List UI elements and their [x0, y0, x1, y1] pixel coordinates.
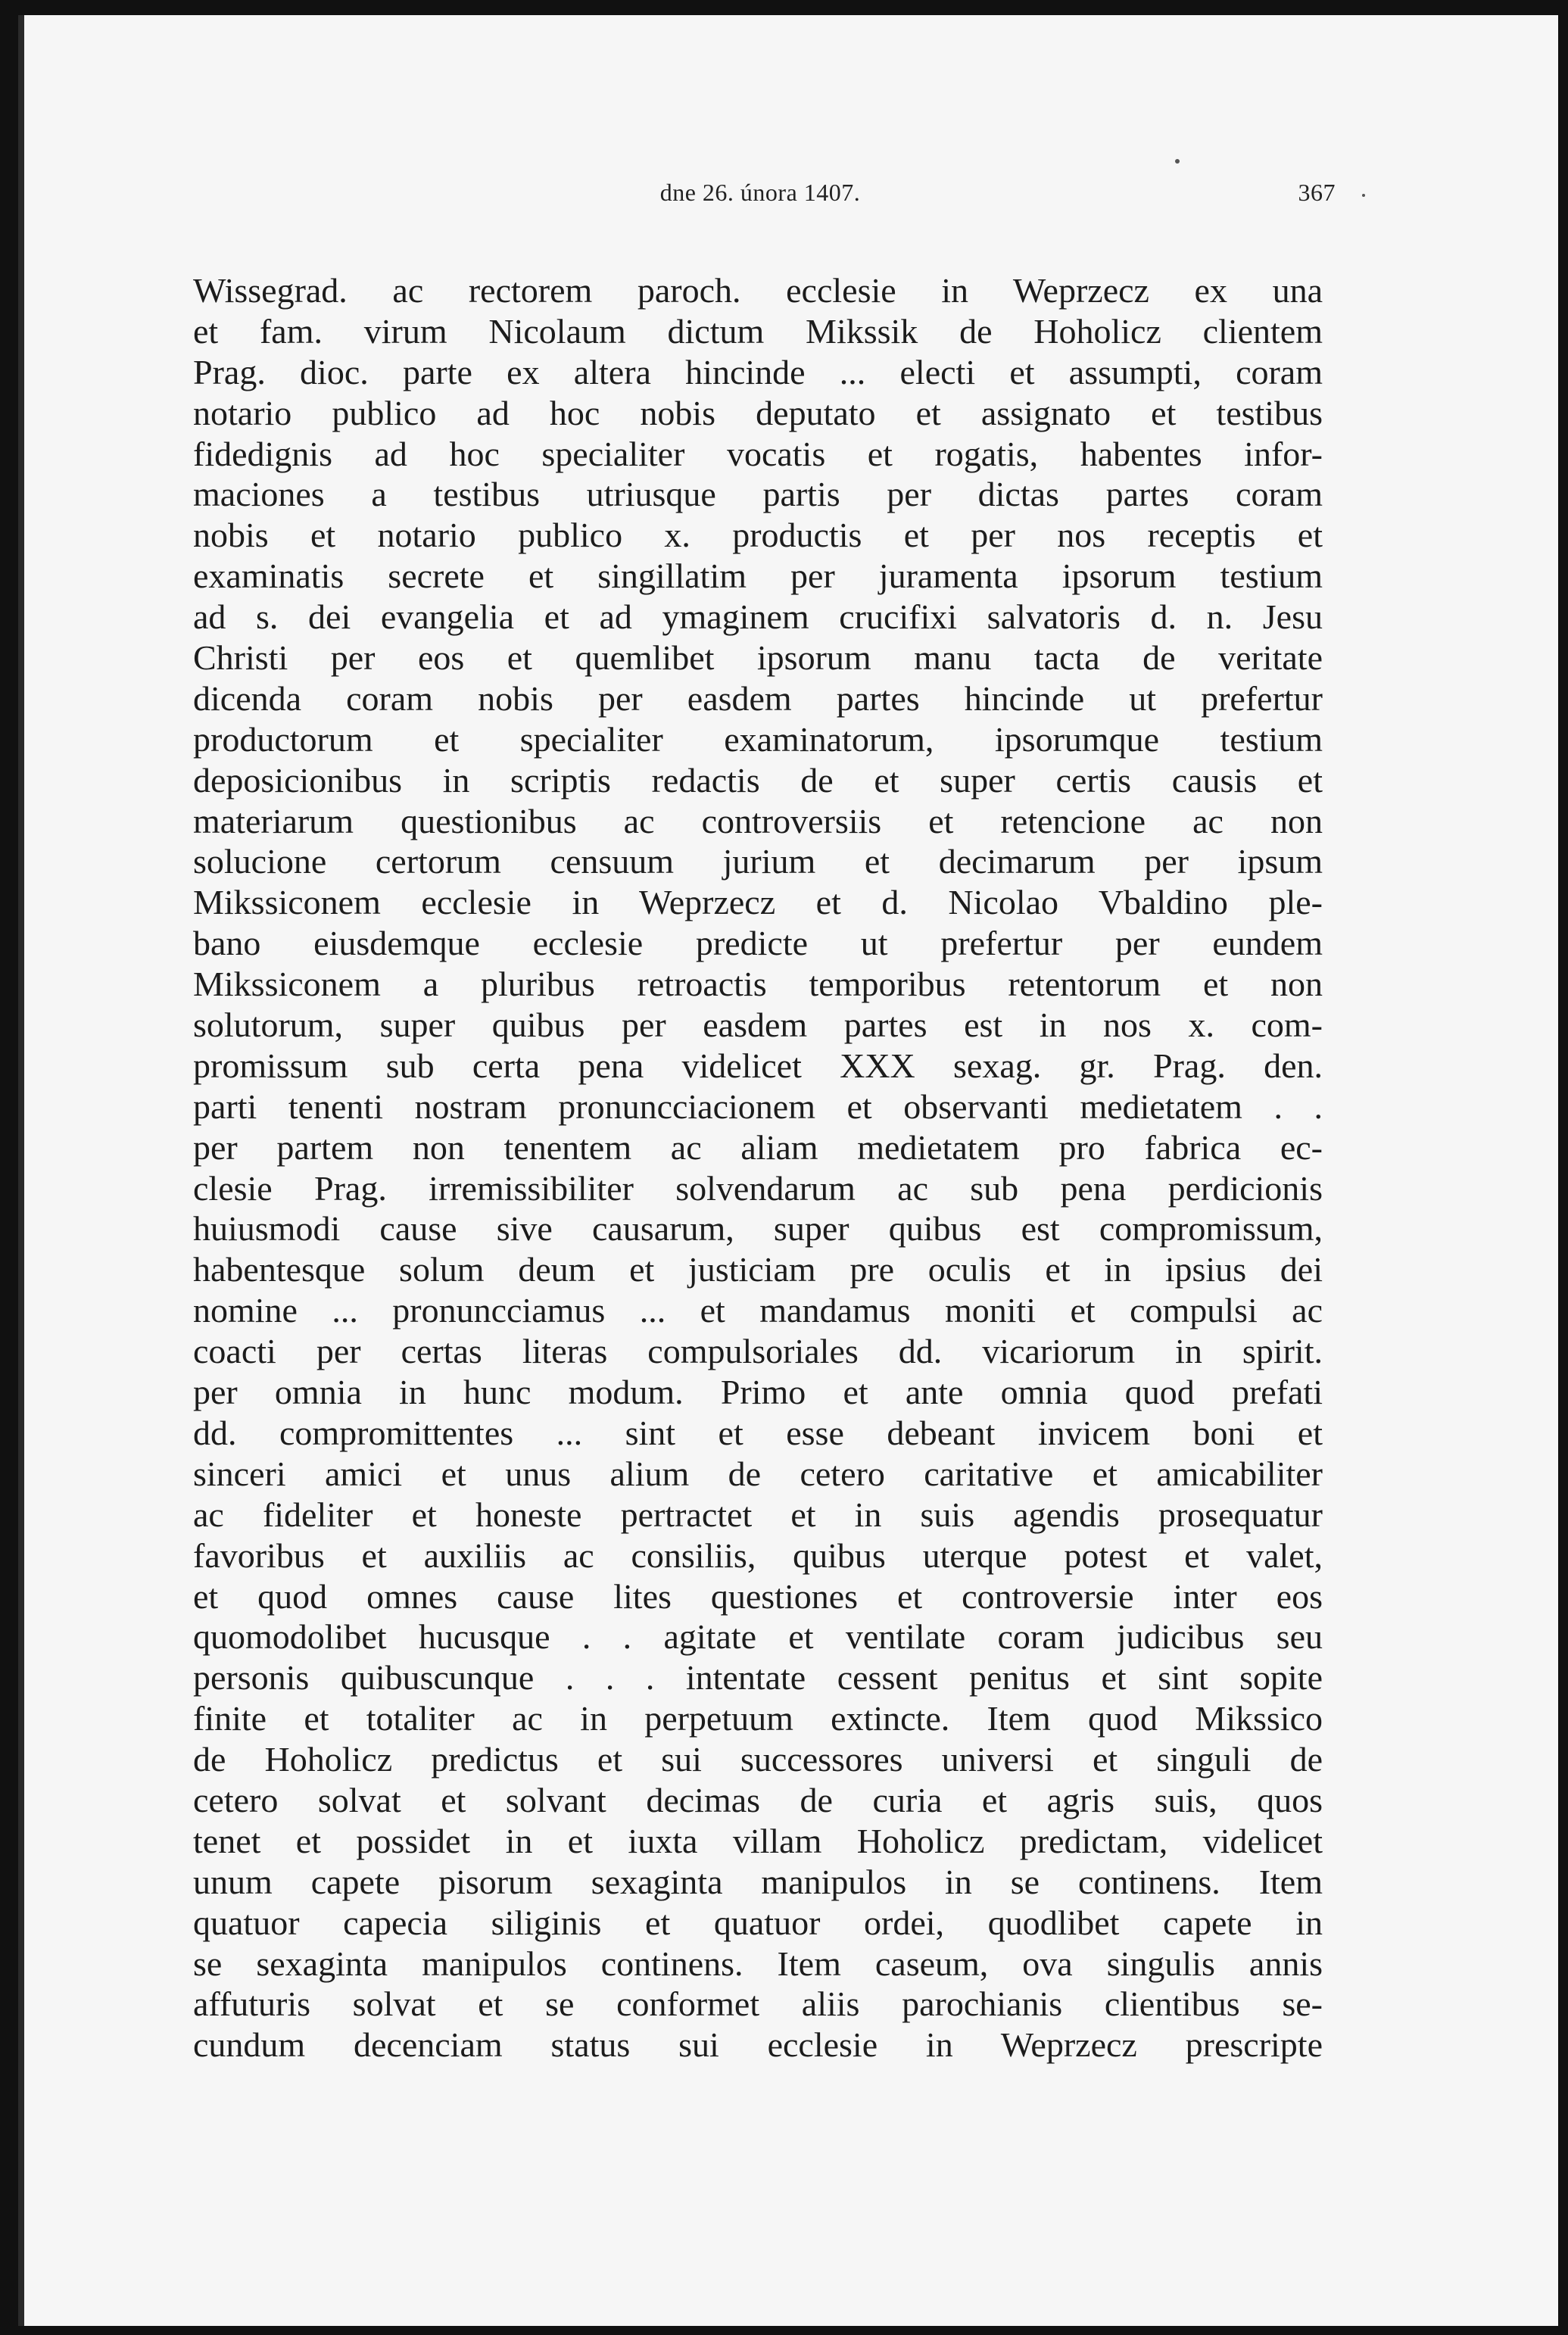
text-line: parti tenenti nostram pronuncciacionem et observanti medietatem . .	[193, 1086, 1323, 1126]
text-line: bano eiusdemque ecclesie predicte ut prefertur per eundem	[193, 924, 1323, 963]
page-number: 367	[1298, 179, 1336, 206]
text-line: nomine ... pronuncciamus ... et mandamus moniti et compulsi ac	[193, 1291, 1323, 1330]
text-line: per omnia in hunc modum. Primo et ante omnia quod prefati	[193, 1373, 1323, 1412]
text-line: affuturis solvat et se conformet aliis parochianis clientibus se-	[193, 1984, 1323, 2024]
text-line: et fam. virum Nicolaum dictum Mikssik de Hoholicz clientem	[193, 311, 1323, 351]
book-page	[18, 15, 1558, 2326]
print-speck	[1175, 159, 1180, 164]
text-line: sinceri amici et unus alium de cetero caritative et amicabiliter	[193, 1454, 1323, 1493]
text-line: dicenda coram nobis per easdem partes hincinde ut prefertur	[193, 678, 1323, 718]
text-line: Wissegrad. ac rectorem paroch. ecclesie in Weprzecz ex una	[193, 271, 1323, 310]
body-text	[193, 270, 1323, 2065]
text-line: ad s. dei evangelia et ad ymaginem crucifixi salvatoris d. n. Jesu	[193, 597, 1323, 637]
text-line: maciones a testibus utriusque partis per dictas partes coram	[193, 475, 1323, 514]
text-line: clesie Prag. irremissibiliter solvendarum ac sub pena perdicionis	[193, 1168, 1323, 1208]
text-line: ac fideliter et honeste pertractet et in suis agendis prosequatur	[193, 1495, 1323, 1534]
text-line: Prag. dioc. parte ex altera hincinde ... electi et assumpti, coram	[193, 352, 1323, 391]
text-line: quomodolibet hucusque . . agitate et ventilate coram judicibus seu	[193, 1617, 1323, 1657]
text-line: huiusmodi cause sive causarum, super quibus est compromissum,	[193, 1209, 1323, 1249]
text-line: quatuor capecia siliginis et quatuor ordei, quodlibet capete in	[193, 1903, 1323, 1942]
text-line: nobis et notario publico x. productis et per nos receptis et	[193, 516, 1323, 555]
text-line: solucione certorum censuum jurium et decimarum per ipsum	[193, 842, 1323, 881]
text-line: tenet et possidet in et iuxta villam Hoholicz predictam, videlicet	[193, 1821, 1323, 1860]
text-line: finite et totaliter ac in perpetuum extincte. Item quod Mikssico	[193, 1699, 1323, 1738]
page-header	[18, 179, 1558, 215]
print-speck	[1362, 194, 1365, 197]
text-line: Christi per eos et quemlibet ipsorum manu tacta de veritate	[193, 638, 1323, 678]
text-line: deposicionibus in scriptis redactis de et super certis causis et	[193, 760, 1323, 800]
text-line: materiarum questionibus ac controversiis et retencione ac non	[193, 801, 1323, 840]
page-edge-shadow	[18, 15, 24, 2326]
text-line: notario publico ad hoc nobis deputato et assignato et testibus	[193, 393, 1323, 432]
text-line: solutorum, super quibus per easdem partes est in nos x. com-	[193, 1005, 1323, 1045]
text-line: personis quibuscunque . . . intentate cessent penitus et sint sopite	[193, 1658, 1323, 1697]
text-line: productorum et specialiter examinatorum, ipsorumque testium	[193, 719, 1323, 759]
running-title: dne 26. února 1407.	[659, 179, 861, 206]
text-line: per partem non tenentem ac aliam medietatem pro fabrica ec-	[193, 1127, 1323, 1167]
text-line: de Hoholicz predictus et sui successores universi et singuli de	[193, 1740, 1323, 1779]
text-line: cundum decenciam status sui ecclesie in Weprzecz prescripte	[193, 2025, 1323, 2065]
text-line: se sexaginta manipulos continens. Item caseum, ova singulis annis	[193, 1944, 1323, 1983]
text-line: coacti per certas literas compulsoriales dd. vicariorum in spirit.	[193, 1332, 1323, 1371]
text-line: dd. compromittentes ... sint et esse debeant invicem boni et	[193, 1413, 1323, 1452]
text-line: examinatis secrete et singillatim per juramenta ipsorum testium	[193, 556, 1323, 596]
text-line: habentesque solum deum et justiciam pre oculis et in ipsius dei	[193, 1250, 1323, 1289]
text-line: cetero solvat et solvant decimas de curia et agris suis, quos	[193, 1780, 1323, 1819]
text-line: Mikssiconem a pluribus retroactis temporibus retentorum et non	[193, 965, 1323, 1004]
text-line: unum capete pisorum sexaginta manipulos in se continens. Item	[193, 1862, 1323, 1901]
text-line: promissum sub certa pena videlicet XXX sexag. gr. Prag. den.	[193, 1046, 1323, 1085]
text-line: et quod omnes cause lites questiones et controversie inter eos	[193, 1576, 1323, 1616]
text-line: favoribus et auxiliis ac consiliis, quibus uterque potest et valet,	[193, 1535, 1323, 1575]
text-line: Mikssiconem ecclesie in Weprzecz et d. Nicolao Vbaldino ple-	[193, 883, 1323, 922]
text-line: fidedignis ad hoc specialiter vocatis et rogatis, habentes infor-	[193, 434, 1323, 473]
